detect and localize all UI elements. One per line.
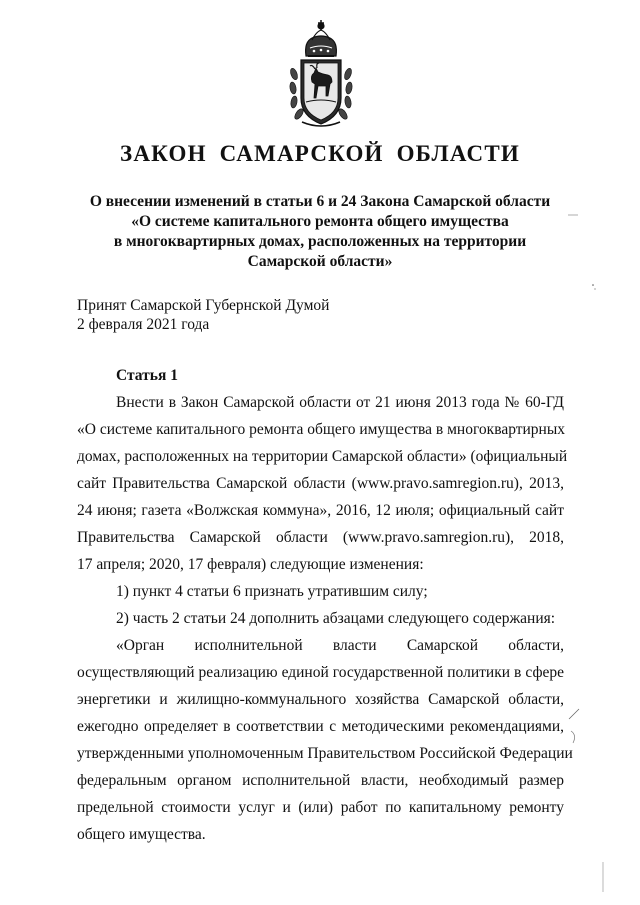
- adoption-note: [77, 296, 329, 334]
- subtitle-line: Самарской области»: [247, 253, 393, 270]
- body-line: «О системе капитального ремонта общего имущества в многоквартирных: [77, 421, 566, 438]
- body-line: сайт Правительства Самарской области (www.pravo.samregion.ru), 2013,: [77, 475, 564, 492]
- article-heading: Статья 1: [116, 367, 178, 384]
- subtitle-line: в многоквартирных домах, расположенных на территории: [113, 233, 527, 250]
- quote-line: ежегодно определяет в соответствии с методическими рекомендациями,: [77, 718, 564, 735]
- subtitle-line: О внесении изменений в статьи 6 и 24 Закона Самарской области: [89, 193, 551, 210]
- scan-line-icon: [600, 862, 606, 892]
- body-line: 24 июня; газета «Волжская коммуна», 2016, 12 июля; официальный сайт: [77, 502, 564, 519]
- coat-of-arms-icon: [288, 18, 354, 130]
- quote-line: «Орган исполнительной власти Самарской области,: [116, 637, 564, 654]
- list-item: 2) часть 2 статьи 24 дополнить абзацами следующего содержания:: [116, 610, 556, 627]
- adoption-date-line: 2 февраля 2021 года: [77, 316, 210, 333]
- law-subtitle: [60, 192, 580, 272]
- body-line: домах, расположенных на территории Самарской области» (официальный: [77, 448, 568, 465]
- quote-line: осуществляющий реализацию единой государственной политики в сфере: [77, 664, 564, 681]
- quote-line: федеральным органом исполнительной власти, необходимый размер: [77, 772, 564, 789]
- quote-line: утвержденными уполномоченным Правительством Российской Федерации: [77, 745, 573, 762]
- scan-dot-icon: [590, 282, 598, 292]
- body-line: Правительства Самарской области (www.pravo.samregion.ru), 2018,: [77, 529, 564, 546]
- list-item: 1) пункт 4 статьи 6 признать утратившим силу;: [116, 583, 428, 600]
- quote-line: энергетики и жилищно-коммунального хозяйства Самарской области,: [77, 691, 564, 708]
- law-title: ЗАКОН САМАРСКОЙ ОБЛАСТИ: [120, 141, 520, 166]
- subtitle-line: «О системе капитального ремонта общего имущества: [131, 213, 509, 230]
- body-line: 17 апреля; 2020, 17 февраля) следующие изменения:: [77, 556, 424, 573]
- quote-line: общего имущества.: [77, 826, 206, 843]
- body-line: Внести в Закон Самарской области от 21 июня 2013 года № 60-ГД: [116, 394, 564, 411]
- scan-artifact-icon: [565, 705, 585, 745]
- adoption-body-line: Принят Самарской Губернской Думой: [77, 297, 330, 314]
- quote-line: предельной стоимости услуг и (или) работ по капитальному ремонту: [77, 799, 564, 816]
- scan-dash-icon: [568, 212, 578, 218]
